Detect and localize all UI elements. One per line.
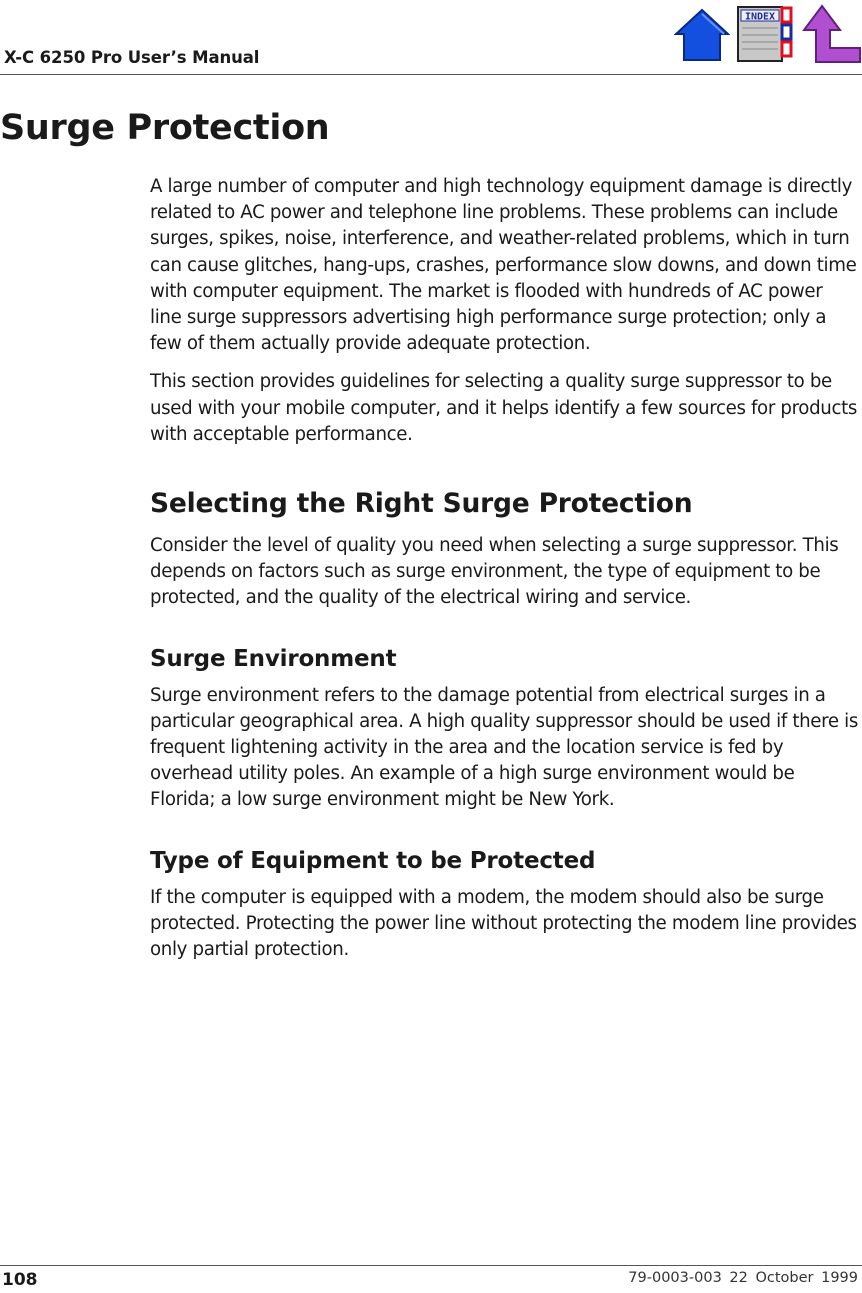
section-paragraph: Consider the level of quality you need when selecting a surge suppressor. This depends on factors such as surge environment, the type of equipment to be protected, and the quality of the electrical wiring and service.	[150, 535, 839, 609]
back-button[interactable]	[802, 4, 862, 68]
up-arrow-icon	[802, 4, 862, 64]
home-button[interactable]	[674, 6, 730, 68]
footer-divider	[0, 1265, 862, 1266]
manual-title: X-C 6250 Pro User’s Manual	[4, 48, 260, 67]
home-icon	[674, 6, 730, 64]
subsection-paragraph: Surge environment refers to the damage potential from electrical surges in a particular geographical area. A high quality suppressor should be used if there is frequent lightening activity in the area and the location service is fed by overhead utility poles. An example of a high surge environment would be Florida; a low surge environment might be New York.	[150, 684, 858, 811]
page-title: Surge Protection	[0, 108, 330, 148]
index-button[interactable]	[736, 4, 794, 68]
subsection-heading: Surge Environment	[150, 645, 397, 672]
index-label: INDEX	[744, 11, 776, 23]
index-book-icon	[736, 4, 794, 64]
document-reference: 79-0003-003 22 October 1999	[628, 1270, 858, 1286]
subsection-paragraph: If the computer is equipped with a modem, the modem should also be surge protected. Protecting the power line without protecting the modem line provides only partial protection.	[150, 886, 857, 961]
page-number: 108	[2, 1270, 38, 1290]
nav-toolbar	[672, 4, 862, 64]
main-content	[150, 174, 858, 975]
intro-paragraph: A large number of computer and high technology equipment damage is directly related to AC power and telephone line problems. These problems can include surges, spikes, noise, interference, and weather-related problems, which in turn can cause glitches, hang-ups, crashes, performance slow downs, and down time with computer equipment. The market is flooded with hundreds of AC power line surge suppressors advertising high performance surge protection; only a few of them actually provide adequate protection.	[150, 176, 857, 355]
intro-paragraph: This section provides guidelines for selecting a quality surge suppressor to be used with your mobile computer, and it helps identify a few sources for products with acceptable performance.	[150, 371, 858, 445]
header-divider	[0, 74, 862, 75]
section-heading: Selecting the Right Surge Protection	[150, 488, 693, 520]
subsection-heading: Type of Equipment to be Protected	[150, 847, 596, 874]
